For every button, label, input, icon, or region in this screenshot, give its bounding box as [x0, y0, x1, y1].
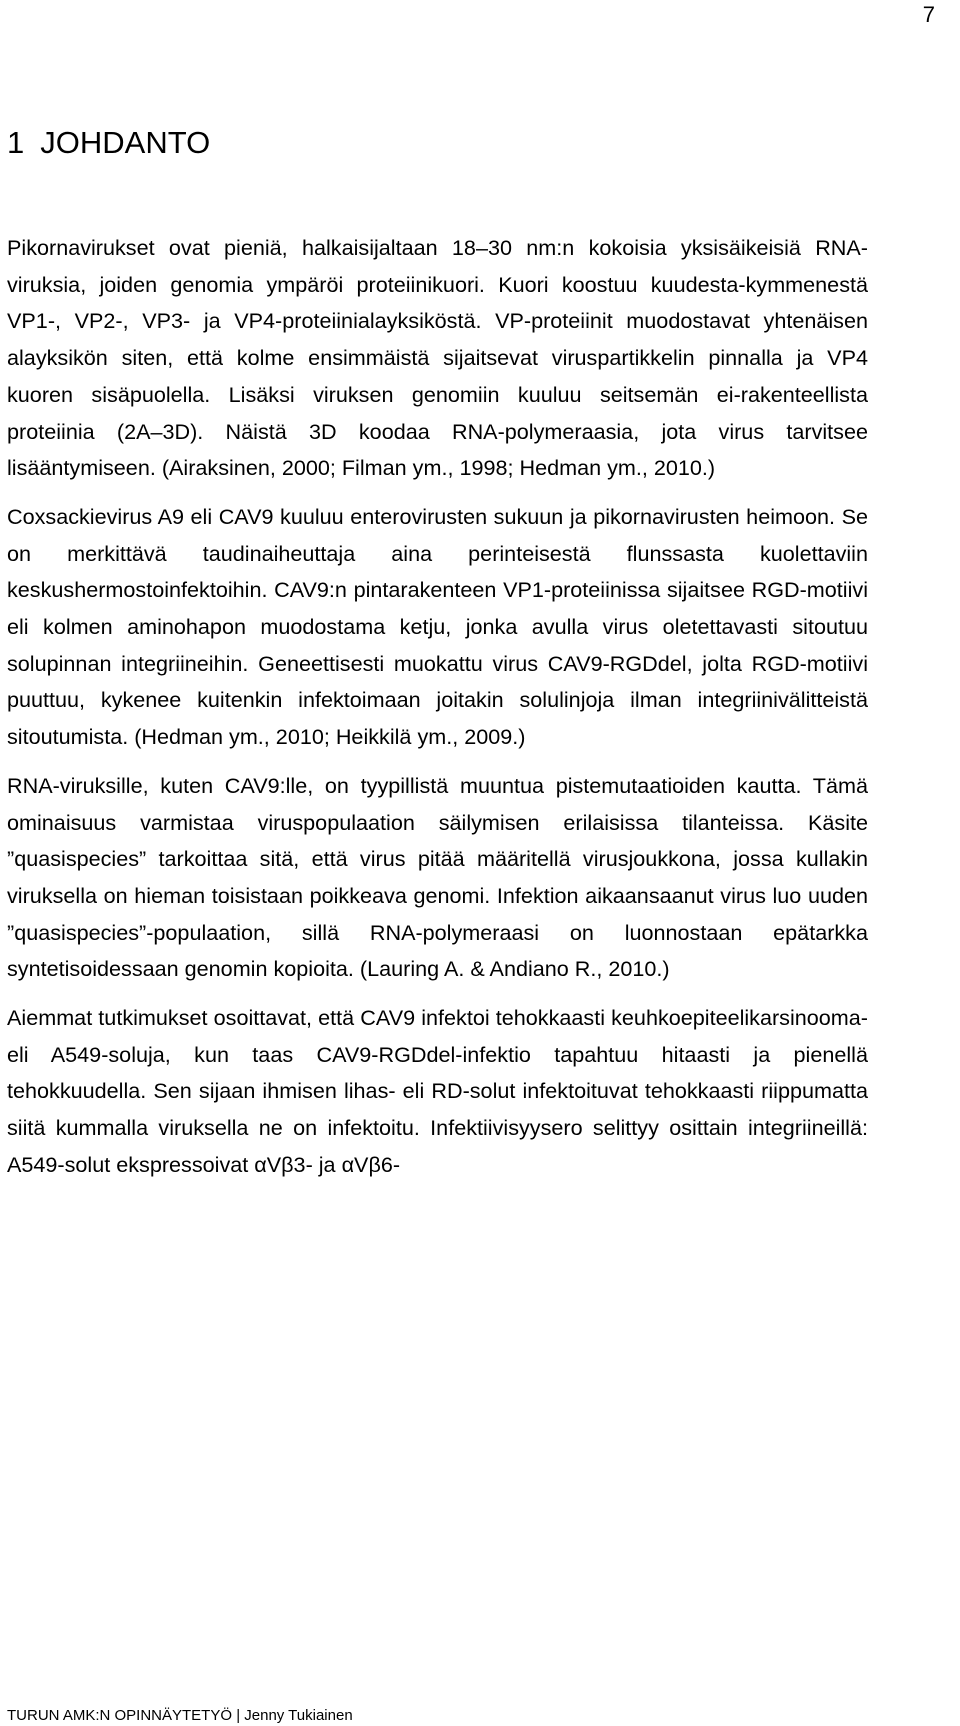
paragraph-1: Pikornavirukset ovat pieniä, halkaisijaltaan 18–30 nm:n kokoisia yksisäikeisiä RNA-viruksia, joiden genomia ympäröi proteiinikuori. Kuori koostuu kuudesta-kymmenestä VP1-, VP2-, VP3- ja VP4-proteiinialayksiköstä. VP-proteiinit muodostavat yhtenäisen alayksikön siten, että kolme ensimmäistä sijaitsevat viruspartikkelin pinnalla ja VP4 kuoren sisäpuolella. Lisäksi viruksen genomiin kuuluu seitsemän ei-rakenteellista proteiinia (2A–3D). Näistä 3D koodaa RNA-polymeraasia, jota virus tarvitsee lisääntymiseen. (Airaksinen, 2000; Filman ym., 1998; Hedman ym., 2010.): [7, 235, 868, 481]
paragraph-4: Aiemmat tutkimukset osoittavat, että CAV9 infektoi tehokkaasti keuhkoepiteelikarsinooma- eli A549-soluja, kun taas CAV9-RGDdel-infektio tapahtuu hitaasti ja pienellä tehokkuudella. Sen sijaan ihmisen lihas- eli RD-solut infektoituvat tehokkaasti riippumatta siitä kummalla viruksella ne on infektoitu. Infektiivisyysero selittyy osittain integriineillä: A549-solut ekspressoivat αVβ3- ja αVβ6-: [7, 1005, 868, 1177]
chapter-heading: [7, 123, 210, 163]
page-number: 7: [922, 2, 935, 27]
body-text: [7, 230, 868, 1196]
paragraph-3: RNA-viruksille, kuten CAV9:lle, on tyypillistä muuntua pistemutaatioiden kautta. Tämä ominaisuus varmistaa viruspopulaation säilymisen erilaisissa tilanteissa. Käsite ”quasispecies” tarkoittaa sitä, että virus pitää määritellä virusjoukkona, jossa kullakin viruksella on hieman toisistaan poikkeava genomi. Infektion aikaansaanut virus luo uuden ”quasispecies”-populaation, sillä RNA-polymeraasi on luonnostaan epätarkka syntetisoidessaan genomin kopioita. (Lauring A. & Andiano R., 2010.): [7, 772, 868, 982]
chapter-title: JOHDANTO: [40, 125, 211, 160]
page-footer: TURUN AMK:N OPINNÄYTETYÖ | Jenny Tukiainen: [7, 1707, 353, 1724]
chapter-number: 1: [7, 125, 25, 160]
paragraph-2: Coxsackievirus A9 eli CAV9 kuuluu enterovirusten sukuun ja pikornavirusten heimoon. Se on merkittävä taudinaiheuttaja aina perinteisestä flunssasta kuolettaviin keskushermostoinfektoihin. CAV9:n pintarakenteen VP1-proteiinissa sijaitsee RGD-motiivi eli kolmen aminohapon muodostama ketju, jonka avulla virus oletettavasti sitoutuu solupinnan integriineihin. Geneettisesti muokattu virus CAV9-RGDdel, jolta RGD-motiivi puuttuu, kykenee kuitenkin infektoimaan joitakin solulinjoja ilman integriinivälitteistä sitoutumista. (Hedman ym., 2010; Heikkilä ym., 2009.): [7, 503, 868, 750]
